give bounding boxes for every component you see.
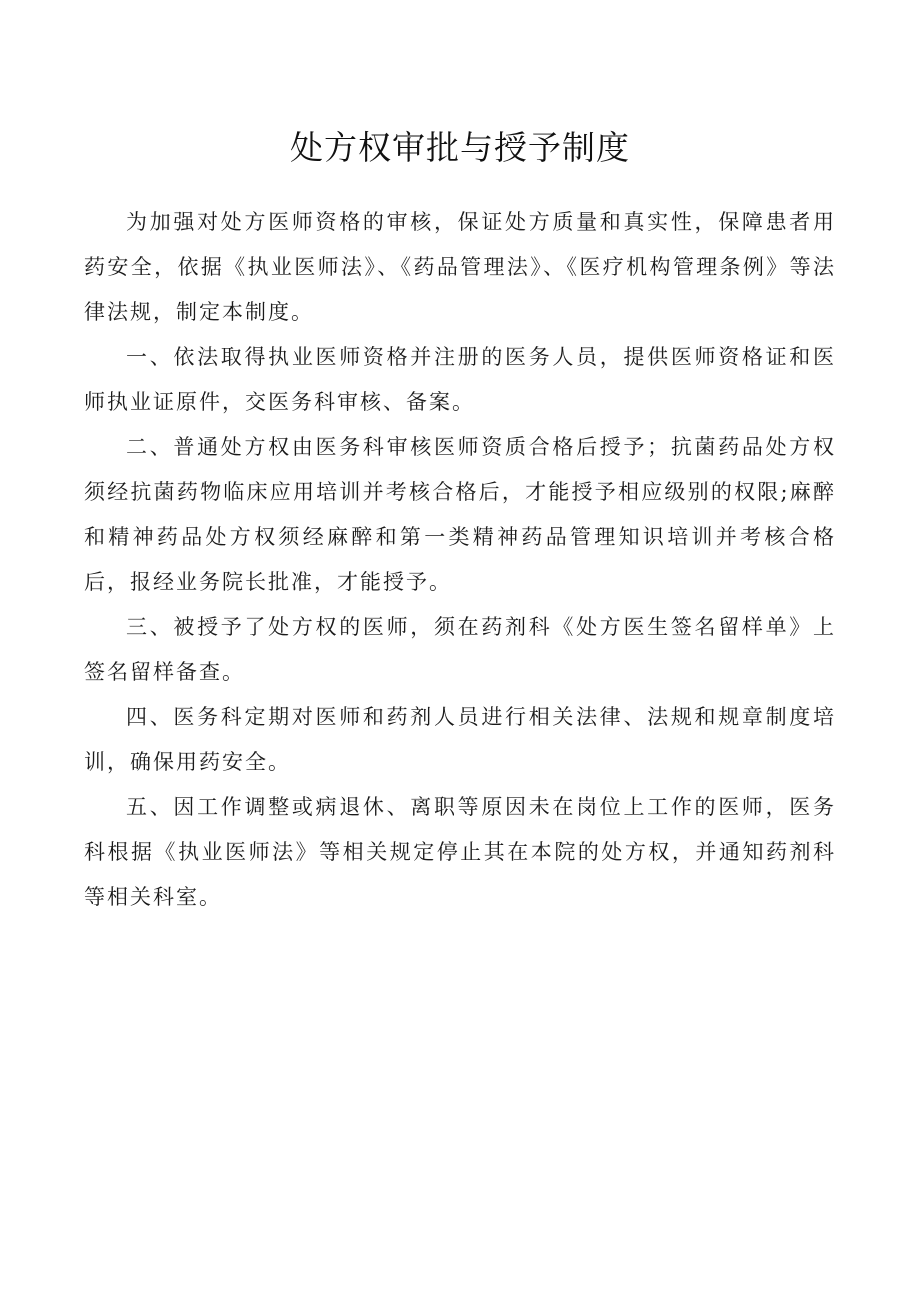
paragraph-clause-5: 五、因工作调整或病退休、离职等原因未在岗位上工作的医师，医务科根据《执业医师法》等相关规定停止其在本院的处方权，并通知药剂科等相关科室。 — [84, 795, 836, 909]
paragraph-clause-1: 一、依法取得执业医师资格并注册的医务人员，提供医师资格证和医师执业证原件，交医务科审核、备案。 — [84, 345, 836, 414]
paragraph-clause-2: 二、普通处方权由医务科审核医师资质合格后授予；抗菌药品处方权须经抗菌药物临床应用培训并考核合格后，才能授予相应级别的权限;麻醉和精神药品处方权须经麻醉和第一类精神药品管理知识培训并考核合格后，报经业务院长批准，才能授予。 — [84, 435, 836, 594]
document-page — [84, 128, 836, 920]
paragraph-clause-3: 三、被授予了处方权的医师，须在药剂科《处方医生签名留样单》上签名留样备查。 — [84, 615, 836, 684]
document-body — [84, 200, 836, 920]
paragraph-intro: 为加强对处方医师资格的审核，保证处方质量和真实性，保障患者用药安全，依据《执业医师法》、《药品管理法》、《医疗机构管理条例》等法律法规，制定本制度。 — [84, 210, 836, 324]
document-title: 处方权审批与授予制度 — [290, 128, 630, 167]
paragraph-clause-4: 四、医务科定期对医师和药剂人员进行相关法律、法规和规章制度培训，确保用药安全。 — [84, 705, 836, 774]
